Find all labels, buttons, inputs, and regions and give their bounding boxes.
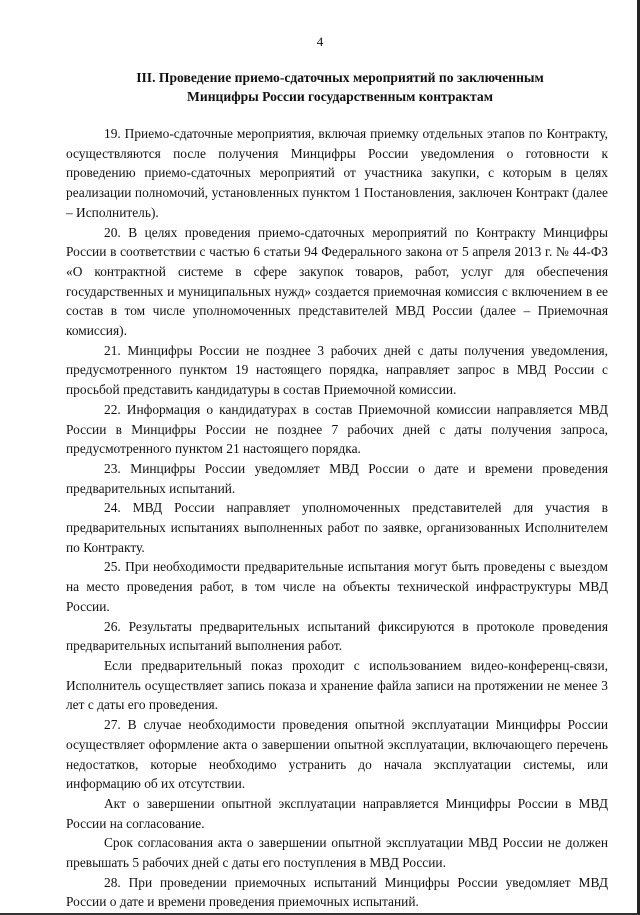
paragraph-25: 25. При необходимости предварительные испытания могут быть проведены с выездом на место проведения работ, в том числе на объекты технической инфраструктуры МВД России. <box>66 559 608 614</box>
paragraph-26-video: Если предварительный показ проходит с использованием видео-конференц-связи, Исполнитель осуществляет запись показа и хранение файла записи на протяжении не менее 3 лет с даты его проведения. <box>66 657 608 713</box>
section-title-line-2: Минцифры России государственным контрактам <box>187 89 493 104</box>
paragraph-28: 28. При проведении приемочных испытаний Минцифры России уведомляет МВД России о дате и времени проведения приемочных испытаний. <box>66 874 608 910</box>
paragraph-27-term: Срок согласования акта о завершении опытной эксплуатации МВД России не должен превышать 5 рабочих дней с даты его поступления в МВД России. <box>66 835 608 871</box>
paragraph-27-act: Акт о завершении опытной эксплуатации направляется Минцифры России в МВД России на согласование. <box>66 795 608 831</box>
document-body <box>66 124 608 912</box>
section-title <box>70 68 610 106</box>
paragraph-26: 26. Результаты предварительных испытаний фиксируются в протоколе проведения предварительных испытаний выполнения работ. <box>66 618 608 654</box>
paragraph-23: 23. Минцифры России уведомляет МВД России о дате и времени проведения предварительных испытаний. <box>66 460 608 496</box>
page-number: 4 <box>316 34 324 49</box>
paragraph-20: 20. В целях проведения приемо-сдаточных мероприятий по Контракту Минцифры России в соответствии с частью 6 статьи 94 Федерального закона от 5 апреля 2013 г. № 44-ФЗ «О контрактной системе в сфере закупок товаров, работ, услуг для обеспечения государственных и муниципальных нужд» создается приемочная комиссия с включением в ее состав в том числе уполномоченных представителей МВД России (далее – Приемочная комиссия). <box>66 224 608 339</box>
paragraph-21: 21. Минцифры России не позднее 3 рабочих дней с даты получения уведомления, предусмотренного пунктом 19 настоящего порядка, направляет запрос в МВД России с просьбой представить кандидатуры в состав Приемочной комиссии. <box>66 342 608 398</box>
paragraph-19: 19. Приемо-сдаточные мероприятия, включая приемку отдельных этапов по Контракту, осуществляются после получения Минцифры России уведомления о готовности к проведению приемо-сдаточных мероприятий от участника закупки, с которым в целях реализации полномочий, установленных пунктом 1 Постановления, заключен Контракт (далее – Исполнитель). <box>66 126 608 220</box>
paragraph-24: 24. МВД России направляет уполномоченных представителей для участия в предварительных испытаниях выполненных работ по заявке, организованных Исполнителем по Контракту. <box>66 500 608 555</box>
section-title-line-1: III. Проведение приемо-сдаточных мероприятий по заключенным <box>136 70 544 85</box>
paragraph-22: 22. Информация о кандидатурах в состав Приемочной комиссии направляется МВД России в Минцифры России не позднее 7 рабочих дней с даты получения запроса, предусмотренного пунктом 21 настоящего порядка. <box>66 401 608 457</box>
paragraph-27: 27. В случае необходимости проведения опытной эксплуатации Минцифры России осуществляет оформление акта о завершении опытной эксплуатации, включающего перечень недостатков, которые необходимо устранить до начала эксплуатации системы, или информацию об их отсутствии. <box>66 717 608 792</box>
